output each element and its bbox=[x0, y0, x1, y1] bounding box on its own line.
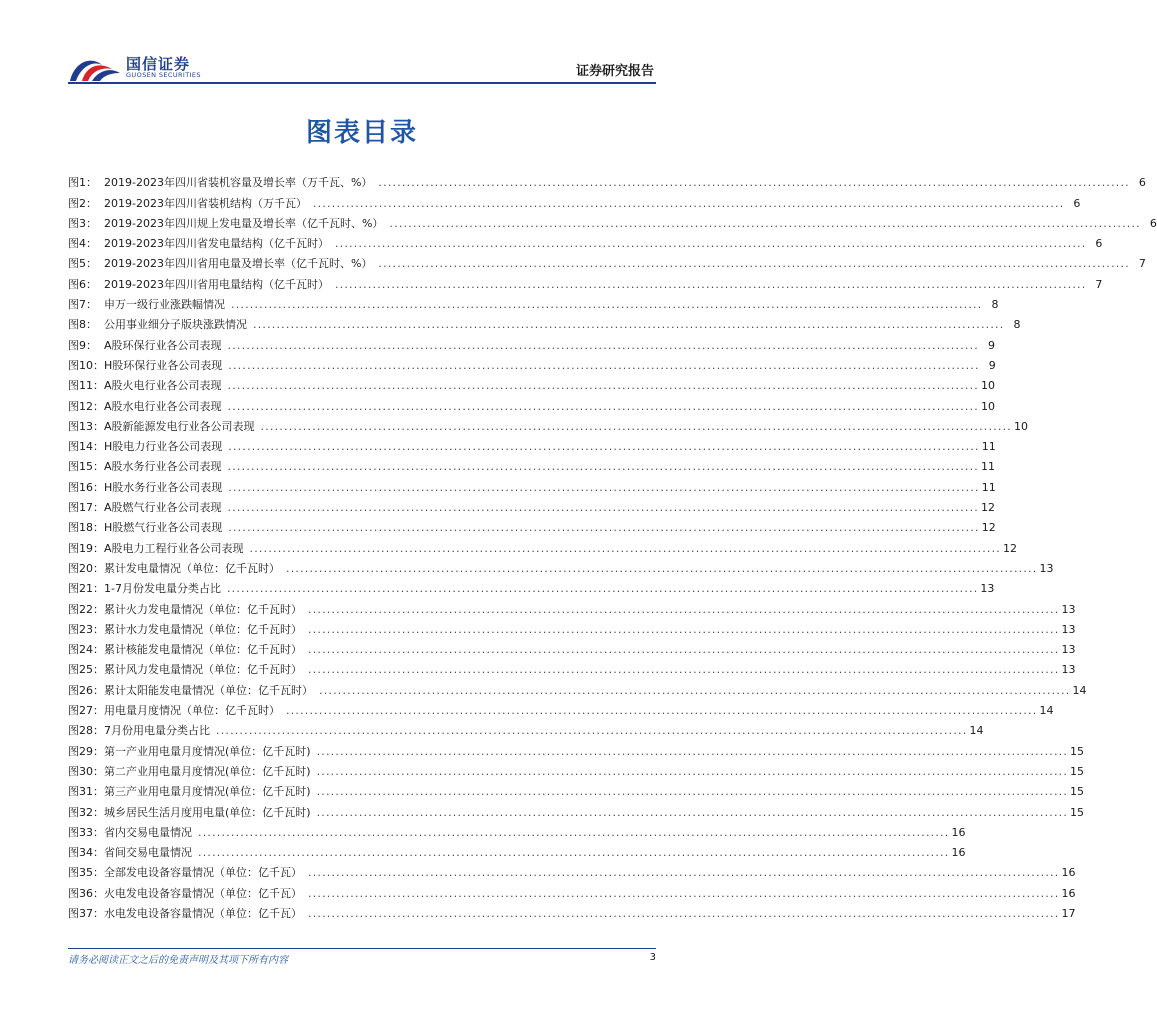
toc-entry-title: 1-7月份发电量分类占比 bbox=[104, 582, 221, 596]
toc-entry-page: 13 bbox=[980, 582, 995, 596]
toc-entry-label: 图1： bbox=[68, 176, 97, 190]
toc-entry-page: 8 bbox=[991, 298, 999, 312]
toc-entry[interactable] bbox=[68, 231, 1103, 251]
toc-entry-page: 13 bbox=[1039, 561, 1054, 575]
toc-leader-dots: ................................................................................................................................................................ bbox=[319, 683, 1071, 697]
toc-entry-label: 图27： bbox=[68, 704, 104, 718]
toc-entry[interactable] bbox=[68, 353, 996, 373]
toc-leader-dots: ................................................................................................................................................................ bbox=[228, 521, 980, 535]
toc-entry-title: 2019-2023年四川省发电量结构（亿千瓦时） bbox=[104, 237, 329, 251]
toc-entry-page: 13 bbox=[1061, 643, 1076, 657]
toc-leader-dots: ................................................................................................................................................................ bbox=[378, 257, 1130, 271]
toc-leader-dots: ................................................................................................................................................................ bbox=[227, 501, 979, 515]
toc-entry-label: 图19： bbox=[68, 541, 104, 555]
toc-entry-page: 7 bbox=[1095, 277, 1103, 291]
toc-entry-label: 图12： bbox=[68, 399, 104, 413]
toc-entry[interactable] bbox=[68, 637, 1076, 657]
toc-entry-label: 图5： bbox=[68, 257, 97, 271]
toc-leader-dots: ................................................................................................................................................................ bbox=[228, 480, 980, 494]
toc-entry-title: A股环保行业各公司表现 bbox=[104, 338, 222, 352]
toc-entry-label: 图18： bbox=[68, 521, 104, 535]
toc-entry-title: 累计水力发电量情况（单位：亿千瓦时） bbox=[104, 622, 302, 636]
report-type-label: 证券研究报告 bbox=[575, 64, 654, 79]
toc-leader-dots: ................................................................................................................................................................ bbox=[226, 582, 979, 596]
toc-leader-dots: ................................................................................................................................................................ bbox=[260, 419, 1012, 433]
toc-entry-page: 10 bbox=[1013, 419, 1028, 433]
toc-entry-title: 2019-2023年四川省装机容量及增长率（万千瓦、%） bbox=[104, 176, 373, 190]
toc-entry-label: 图37： bbox=[68, 906, 104, 920]
toc-leader-dots: ................................................................................................................................................................ bbox=[198, 846, 950, 860]
toc-entry[interactable] bbox=[68, 617, 1076, 637]
toc-entry-title: A股水务行业各公司表现 bbox=[104, 460, 222, 474]
toc-leader-dots: ................................................................................................................................................................ bbox=[198, 825, 950, 839]
toc-leader-dots: ................................................................................................................................................................ bbox=[334, 277, 1087, 291]
toc-entry-title: 城乡居民生活月度用电量(单位：亿千瓦时) bbox=[104, 805, 311, 819]
toc-leader-dots: ................................................................................................................................................................ bbox=[249, 541, 1001, 555]
toc-entry-title: 7月份用电量分类占比 bbox=[104, 724, 210, 738]
guosen-logo-icon bbox=[68, 51, 122, 83]
toc-entry-page: 7 bbox=[1138, 257, 1146, 271]
header-divider bbox=[68, 82, 656, 84]
toc-entry-page: 6 bbox=[1149, 216, 1157, 230]
toc-entry-label: 图21： bbox=[68, 582, 104, 596]
toc-entry[interactable] bbox=[68, 170, 1146, 190]
toc-entry-title: 第三产业用电量月度情况(单位：亿千瓦时) bbox=[104, 785, 311, 799]
toc-entry-page: 17 bbox=[1061, 906, 1076, 920]
toc-entry-title: 省内交易电量情况 bbox=[104, 825, 192, 839]
toc-entry-page: 10 bbox=[980, 379, 995, 393]
toc-entry-page: 14 bbox=[1039, 704, 1054, 718]
toc-entry-label: 图6： bbox=[68, 277, 97, 291]
toc-entry[interactable] bbox=[68, 393, 995, 413]
toc-entry[interactable] bbox=[68, 880, 1076, 900]
toc-leader-dots: ................................................................................................................................................................ bbox=[316, 805, 1069, 819]
toc-entry-title: 2019-2023年四川省用电量及增长率（亿千瓦时、%） bbox=[104, 257, 373, 271]
toc-leader-dots: ................................................................................................................................................................ bbox=[316, 744, 1069, 758]
logo-chinese-name: 国信证券 bbox=[126, 55, 191, 73]
toc-entry-label: 图15： bbox=[68, 460, 104, 474]
toc-leader-dots: ................................................................................................................................................................ bbox=[316, 764, 1069, 778]
toc-entry-title: H股环保行业各公司表现 bbox=[104, 358, 223, 372]
toc-entry-label: 图24： bbox=[68, 643, 104, 657]
toc-entry[interactable] bbox=[68, 738, 1085, 758]
toc-leader-dots: ................................................................................................................................................................ bbox=[227, 338, 979, 352]
toc-entry-page: 16 bbox=[1061, 866, 1076, 880]
toc-entry[interactable] bbox=[68, 373, 995, 393]
toc-entry-title: H股燃气行业各公司表现 bbox=[104, 521, 223, 535]
toc-entry-label: 图22： bbox=[68, 602, 104, 616]
toc-entry-label: 图14： bbox=[68, 440, 104, 454]
toc-entry-label: 图32： bbox=[68, 805, 104, 819]
toc-entry[interactable] bbox=[68, 860, 1076, 880]
toc-entry[interactable] bbox=[68, 495, 995, 515]
toc-entry[interactable] bbox=[68, 677, 1087, 697]
toc-entry-label: 图2： bbox=[68, 196, 97, 210]
toc-entry[interactable] bbox=[68, 515, 996, 535]
toc-leader-dots: ................................................................................................................................................................ bbox=[316, 785, 1069, 799]
toc-entry-label: 图20： bbox=[68, 561, 104, 575]
toc-entry[interactable] bbox=[68, 820, 966, 840]
toc-leader-dots: ................................................................................................................................................................ bbox=[308, 663, 1060, 677]
toc-entry-title: 第一产业用电量月度情况(单位：亿千瓦时) bbox=[104, 744, 311, 758]
toc-entry[interactable] bbox=[68, 312, 1021, 332]
toc-entry-page: 14 bbox=[969, 724, 984, 738]
toc-entry-page: 16 bbox=[951, 846, 966, 860]
toc-entry-title: 2019-2023年四川省用电量结构（亿千瓦时） bbox=[104, 277, 329, 291]
toc-entry[interactable] bbox=[68, 271, 1103, 291]
toc-entry[interactable] bbox=[68, 718, 984, 738]
toc-entry-title: 累计太阳能发电量情况（单位：亿千瓦时） bbox=[104, 683, 313, 697]
toc-entry[interactable] bbox=[68, 190, 1081, 210]
toc-entry-title: 用电量月度情况（单位：亿千瓦时） bbox=[104, 704, 280, 718]
toc-entry-label: 图4： bbox=[68, 237, 97, 251]
toc-entry[interactable] bbox=[68, 840, 966, 860]
toc-entry[interactable] bbox=[68, 535, 1017, 555]
toc-entry-title: A股火电行业各公司表现 bbox=[104, 379, 222, 393]
toc-entry-page: 11 bbox=[981, 480, 996, 494]
toc-entry[interactable] bbox=[68, 576, 995, 596]
toc-leader-dots: ................................................................................................................................................................ bbox=[253, 318, 1005, 332]
toc-entry-title: A股电力工程行业各公司表现 bbox=[104, 541, 244, 555]
toc-entry-label: 图8： bbox=[68, 318, 97, 332]
toc-entry-page: 6 bbox=[1073, 196, 1081, 210]
toc-entry-title: 第二产业用电量月度情况(单位：亿千瓦时) bbox=[104, 764, 311, 778]
toc-entry-label: 图11： bbox=[68, 379, 104, 393]
toc-entry-page: 13 bbox=[1061, 622, 1076, 636]
logo-english-name: GUOSEN SECURITIES bbox=[126, 71, 201, 79]
toc-entry-page: 8 bbox=[1013, 318, 1021, 332]
toc-entry-label: 图26： bbox=[68, 683, 104, 697]
toc-leader-dots: ................................................................................................................................................................ bbox=[308, 906, 1060, 920]
toc-entry-title: A股燃气行业各公司表现 bbox=[104, 501, 222, 515]
toc-entry-title: 公用事业细分子版块涨跌情况 bbox=[104, 318, 247, 332]
toc-entry-title: 累计发电量情况（单位：亿千瓦时） bbox=[104, 561, 280, 575]
toc-entry-page: 15 bbox=[1070, 764, 1085, 778]
toc-leader-dots: ................................................................................................................................................................ bbox=[228, 358, 980, 372]
toc-entry-page: 15 bbox=[1070, 805, 1085, 819]
toc-entry-label: 图34： bbox=[68, 846, 104, 860]
toc-entry-label: 图33： bbox=[68, 825, 104, 839]
toc-entry-title: H股电力行业各公司表现 bbox=[104, 440, 223, 454]
toc-leader-dots: ................................................................................................................................................................ bbox=[286, 704, 1038, 718]
toc-entry-title: A股新能源发电行业各公司表现 bbox=[104, 419, 255, 433]
toc-entry[interactable] bbox=[68, 657, 1076, 677]
toc-entry-page: 12 bbox=[981, 521, 996, 535]
toc-entry-label: 图7： bbox=[68, 298, 97, 312]
page-header bbox=[68, 50, 656, 84]
toc-entry[interactable] bbox=[68, 332, 995, 352]
toc-entry[interactable] bbox=[68, 901, 1076, 921]
toc-entry-label: 图25： bbox=[68, 663, 104, 677]
toc-entry-page: 12 bbox=[1002, 541, 1017, 555]
toc-entry-page: 14 bbox=[1072, 683, 1087, 697]
toc-leader-dots: ................................................................................................................................................................ bbox=[312, 196, 1065, 210]
page-title: 图表目录 bbox=[305, 118, 418, 148]
toc-entry-page: 16 bbox=[951, 825, 966, 839]
toc-leader-dots: ................................................................................................................................................................ bbox=[389, 216, 1141, 230]
toc-leader-dots: ................................................................................................................................................................ bbox=[308, 886, 1060, 900]
toc-entry-label: 图29： bbox=[68, 744, 104, 758]
toc-entry-page: 9 bbox=[987, 338, 995, 352]
toc-entry-page: 6 bbox=[1138, 176, 1146, 190]
toc-entry-page: 9 bbox=[988, 358, 996, 372]
toc-entry-title: 累计火力发电量情况（单位：亿千瓦时） bbox=[104, 602, 302, 616]
toc-entry-title: 2019-2023年四川省装机结构（万千瓦） bbox=[104, 196, 307, 210]
toc-leader-dots: ................................................................................................................................................................ bbox=[308, 866, 1060, 880]
toc-entry-label: 图9： bbox=[68, 338, 97, 352]
toc-entry-page: 12 bbox=[980, 501, 995, 515]
toc-leader-dots: ................................................................................................................................................................ bbox=[378, 176, 1130, 190]
toc-leader-dots: ................................................................................................................................................................ bbox=[231, 298, 983, 312]
toc-entry[interactable] bbox=[68, 211, 1157, 231]
toc-leader-dots: ................................................................................................................................................................ bbox=[228, 440, 980, 454]
toc-entry-page: 10 bbox=[980, 399, 995, 413]
toc-entry-title: 累计风力发电量情况（单位：亿千瓦时） bbox=[104, 663, 302, 677]
toc-entry-page: 13 bbox=[1061, 663, 1076, 677]
toc-entry-title: 火电发电设备容量情况（单位：亿千瓦） bbox=[104, 886, 302, 900]
figure-list bbox=[68, 170, 1157, 921]
footer-divider bbox=[68, 948, 656, 949]
toc-entry[interactable] bbox=[68, 251, 1146, 271]
toc-entry-label: 图3： bbox=[68, 216, 97, 230]
toc-entry-label: 图36： bbox=[68, 886, 104, 900]
toc-entry-title: 全部发电设备容量情况（单位：亿千瓦） bbox=[104, 866, 302, 880]
toc-entry-label: 图35： bbox=[68, 866, 104, 880]
toc-entry[interactable] bbox=[68, 474, 996, 494]
toc-entry-title: 水电发电设备容量情况（单位：亿千瓦） bbox=[104, 906, 302, 920]
toc-entry-label: 图13： bbox=[68, 419, 104, 433]
footer-disclaimer: 请务必阅读正文之后的免责声明及其项下所有内容 bbox=[68, 955, 288, 966]
toc-entry[interactable] bbox=[68, 698, 1054, 718]
toc-entry-label: 图17： bbox=[68, 501, 104, 515]
toc-entry-page: 6 bbox=[1095, 237, 1103, 251]
toc-entry-label: 图30： bbox=[68, 764, 104, 778]
toc-entry-title: H股水务行业各公司表现 bbox=[104, 480, 223, 494]
toc-leader-dots: ................................................................................................................................................................ bbox=[308, 602, 1060, 616]
toc-entry-label: 图31： bbox=[68, 785, 104, 799]
toc-entry-page: 16 bbox=[1061, 886, 1076, 900]
toc-entry[interactable] bbox=[68, 292, 999, 312]
toc-entry-page: 11 bbox=[981, 440, 996, 454]
toc-entry[interactable] bbox=[68, 596, 1076, 616]
toc-leader-dots: ................................................................................................................................................................ bbox=[227, 460, 979, 474]
toc-entry-page: 11 bbox=[980, 460, 995, 474]
toc-leader-dots: ................................................................................................................................................................ bbox=[227, 399, 979, 413]
page-number: 3 bbox=[649, 952, 656, 963]
toc-entry-title: 省间交易电量情况 bbox=[104, 846, 192, 860]
toc-entry-title: A股水电行业各公司表现 bbox=[104, 399, 222, 413]
toc-entry-page: 15 bbox=[1070, 785, 1085, 799]
toc-entry[interactable] bbox=[68, 779, 1085, 799]
toc-entry[interactable] bbox=[68, 556, 1054, 576]
toc-entry-label: 图16： bbox=[68, 480, 104, 494]
toc-entry-label: 图28： bbox=[68, 724, 104, 738]
toc-entry[interactable] bbox=[68, 799, 1085, 819]
toc-entry-title: 2019-2023年四川规上发电量及增长率（亿千瓦时、%） bbox=[104, 216, 384, 230]
toc-entry-label: 图10： bbox=[68, 358, 104, 372]
toc-leader-dots: ................................................................................................................................................................ bbox=[308, 643, 1060, 657]
toc-entry-title: 累计核能发电量情况（单位：亿千瓦时） bbox=[104, 643, 302, 657]
toc-entry-page: 13 bbox=[1061, 602, 1076, 616]
toc-leader-dots: ................................................................................................................................................................ bbox=[334, 237, 1087, 251]
toc-entry-page: 15 bbox=[1070, 744, 1085, 758]
toc-entry[interactable] bbox=[68, 454, 995, 474]
toc-entry[interactable] bbox=[68, 759, 1085, 779]
toc-entry-label: 图23： bbox=[68, 622, 104, 636]
toc-entry[interactable] bbox=[68, 434, 996, 454]
toc-leader-dots: ................................................................................................................................................................ bbox=[308, 622, 1060, 636]
toc-entry[interactable] bbox=[68, 414, 1028, 434]
company-logo bbox=[68, 50, 208, 84]
toc-leader-dots: ................................................................................................................................................................ bbox=[216, 724, 968, 738]
toc-entry-title: 申万一级行业涨跌幅情况 bbox=[104, 298, 225, 312]
toc-leader-dots: ................................................................................................................................................................ bbox=[286, 561, 1038, 575]
toc-leader-dots: ................................................................................................................................................................ bbox=[227, 379, 979, 393]
